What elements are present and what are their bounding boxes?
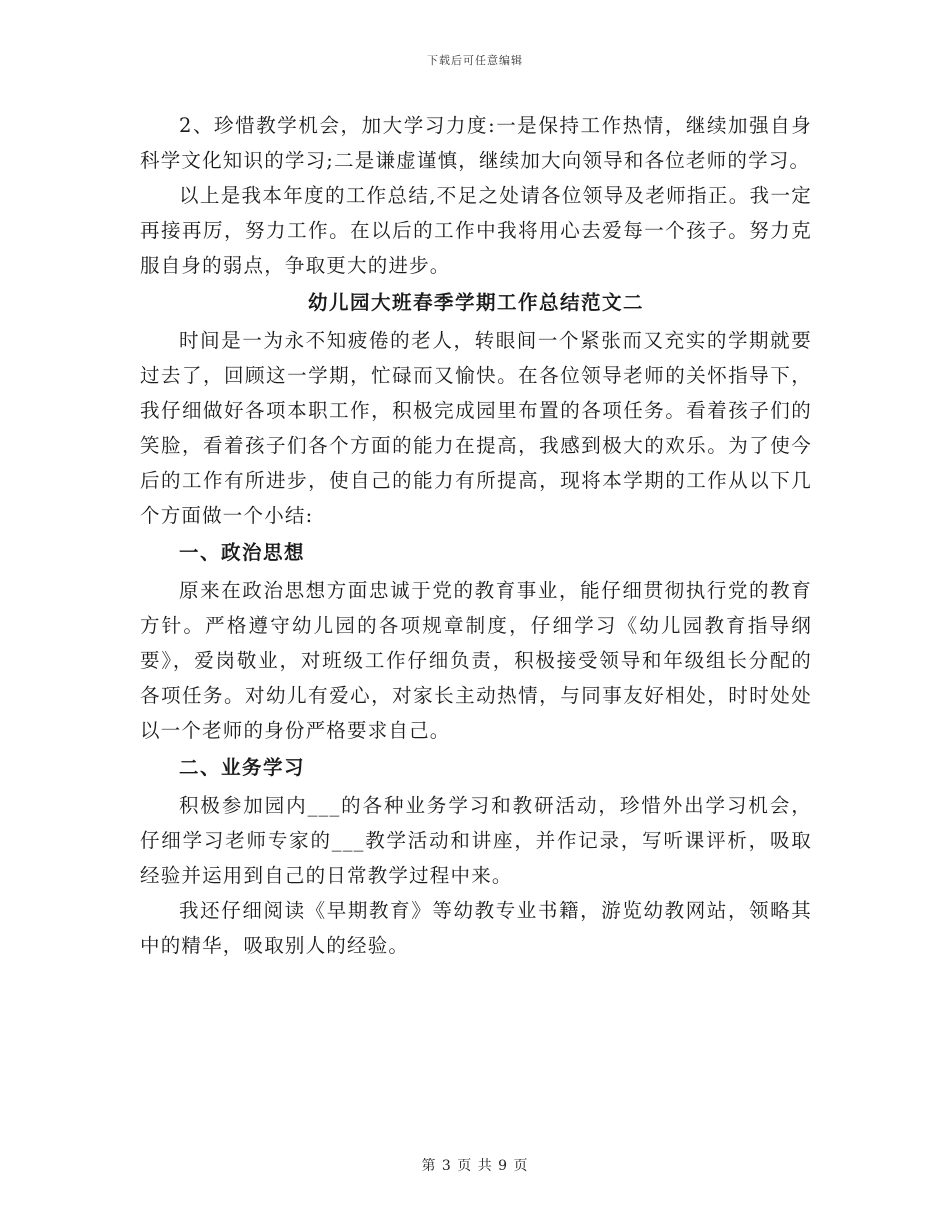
paragraph-closing-remarks: 以上是我本年度的工作总结,不足之处请各位领导及老师指正。我一定再接再厉，努力工作。在以后的工作中我将用心去爱每一个孩子。努力克服自身的弱点，争取更大的进步。 (140, 184, 812, 277)
page-header: 下载后可任意编辑 (427, 54, 523, 67)
paragraph-study-effort: 2、珍惜教学机会，加大学习力度:一是保持工作热情，继续加强自身科学文化知识的学习;二是谦虚谨慎，继续加大向领导和各位老师的学习。 (140, 114, 812, 172)
section-heading-politics: 一、政治思想 (179, 541, 306, 564)
paragraph-politics: 原来在政治思想方面忠诚于党的教育事业，能仔细贯彻执行党的教育方针。严格遵守幼儿园的各项规章制度，仔细学习《幼儿园教育指导纲要》，爱岗敬业，对班级工作仔细负责，积极接受领导和年级组长分配的各项任务。对幼儿有爱心，对家长主动热情，与同事友好相处，时时处处以一个老师的身份严格要求自己。 (140, 579, 812, 742)
paragraph-professional-study: 积极参加园内___的各种业务学习和教研活动，珍惜外出学习机会，仔细学习老师专家的___教学活动和讲座，并作记录，写听课评析，吸取经验并运用到自己的日常教学过程中来。 (140, 794, 812, 887)
document-body (140, 108, 812, 963)
page-number: 第 3 页 共 9 页 (421, 1158, 529, 1174)
paragraph-reading: 我还仔细阅读《早期教育》等幼教专业书籍，游览幼教网站，领略其中的精华，吸取别人的经验。 (140, 899, 812, 957)
section-heading-professional-study: 二、业务学习 (179, 756, 306, 779)
paragraph-introduction: 时间是一为永不知疲倦的老人，转眼间一个紧张而又充实的学期就要过去了，回顾这一学期，忙碌而又愉快。在各位领导老师的关怀指导下，我仔细做好各项本职工作，积极完成园里布置的各项任务。看着孩子们的笑脸，看着孩子们各个方面的能力在提高，我感到极大的欢乐。为了使今后的工作有所进步，使自己的能力有所提高，现将本学期的工作从以下几个方面做一个小结: (140, 329, 812, 527)
document-title: 幼儿园大班春季学期工作总结范文二 (307, 291, 644, 314)
